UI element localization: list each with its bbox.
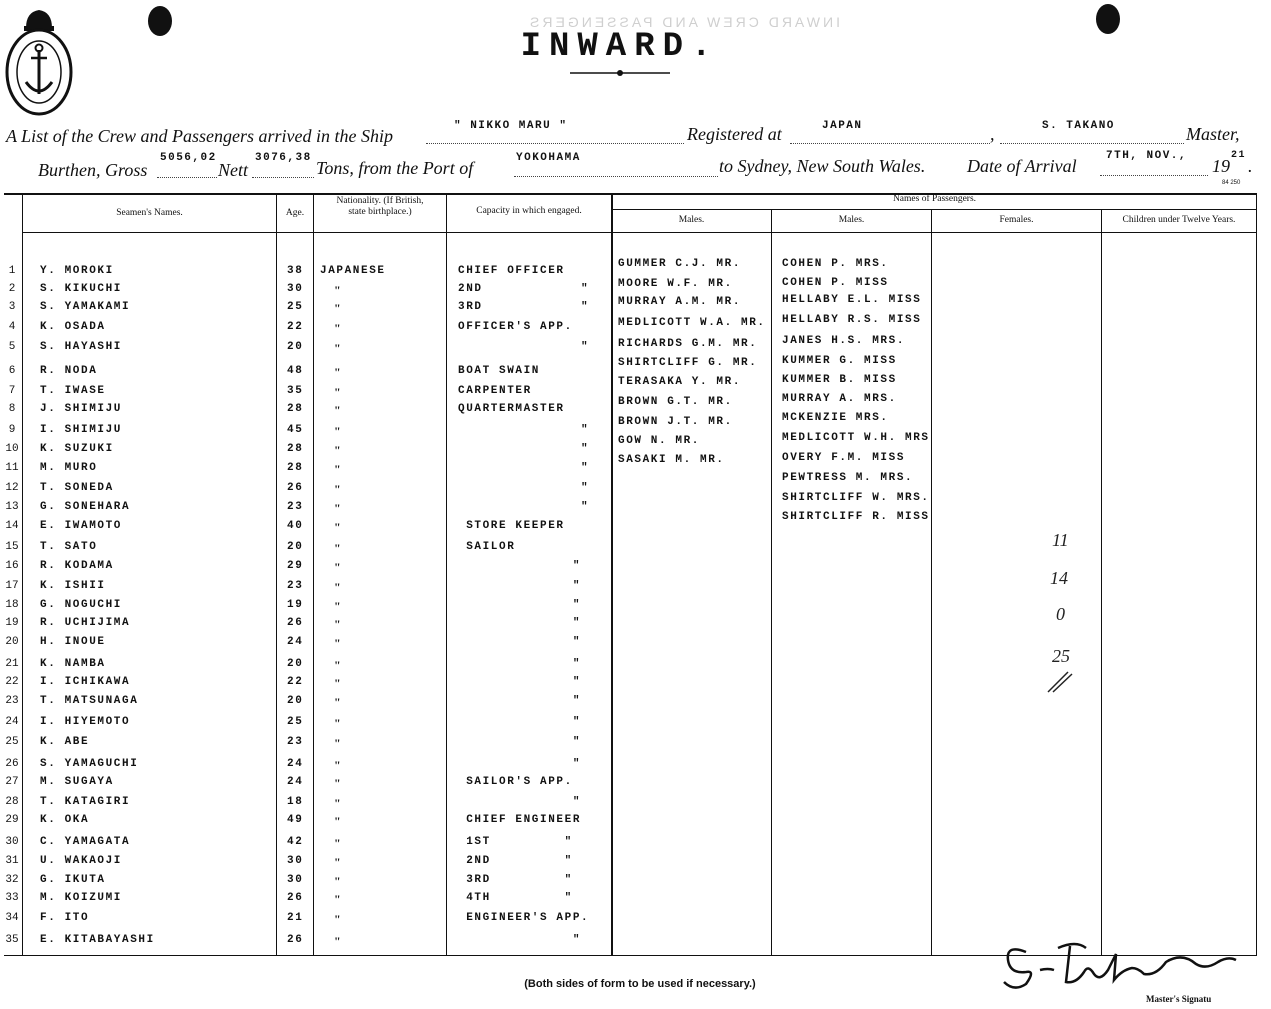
crew-age: 29	[287, 560, 304, 572]
tally-mark: 25	[1052, 646, 1070, 666]
passenger-male-2: KUMMER B. MISS	[782, 374, 897, 386]
registered-label: Registered at	[687, 124, 782, 144]
crew-row-number: 1	[8, 265, 16, 277]
crew-nationality: "	[334, 403, 341, 417]
crew-capacity: "	[458, 599, 582, 611]
crew-nationality: JAPANESE	[320, 265, 386, 277]
master-label: Master,	[1186, 124, 1240, 144]
crew-row-number: 20	[5, 636, 19, 648]
crew-nationality: "	[334, 462, 341, 476]
col-header-nationality: Nationality. (If British, state birthplace.)	[336, 196, 424, 217]
crew-nationality: "	[334, 796, 341, 810]
crew-nationality: "	[334, 283, 341, 297]
crew-age: 40	[287, 520, 304, 532]
col-header-males-1: Males.	[678, 215, 705, 225]
crew-age: 38	[287, 265, 304, 277]
col-divider-nationality	[446, 193, 447, 955]
crew-capacity: QUARTERMASTER	[458, 403, 565, 415]
footer-note: (Both sides of form to be used if necessary.)	[524, 978, 756, 990]
crew-name: K. ISHII	[40, 580, 106, 592]
crew-nationality: "	[334, 617, 341, 631]
crew-nationality: "	[334, 695, 341, 709]
crew-nationality: "	[334, 912, 341, 926]
crew-capacity: "	[458, 658, 582, 670]
crew-nationality: "	[334, 560, 341, 574]
crew-capacity: ENGINEER'S APP.	[458, 912, 590, 924]
crew-age: 22	[287, 321, 304, 333]
passenger-male: RICHARDS G.M. MR.	[618, 338, 758, 350]
crew-name: K. ABE	[40, 736, 90, 748]
crew-capacity: "	[458, 676, 582, 688]
col-divider-num	[22, 193, 23, 955]
gross-tonnage: 5056,02	[160, 152, 217, 164]
passenger-male-2: HELLABY R.S. MISS	[782, 314, 922, 326]
shipping-master-seal	[4, 2, 74, 118]
nett-dotted-line	[252, 177, 314, 178]
crew-age: 24	[287, 776, 304, 788]
title-flourish	[570, 68, 670, 78]
crew-name: R. NODA	[40, 365, 98, 377]
crew-row-number: 27	[5, 776, 19, 788]
crew-capacity: CHIEF ENGINEER	[458, 814, 582, 826]
crew-row-number: 29	[5, 814, 19, 826]
crew-capacity: 3RD "	[458, 874, 573, 886]
crew-name: R. UCHIJIMA	[40, 617, 131, 629]
crew-nationality: "	[334, 758, 341, 772]
crew-nationality: "	[334, 341, 341, 355]
crew-row-number: 12	[5, 482, 19, 494]
passenger-male: BROWN G.T. MR.	[618, 396, 733, 408]
crew-capacity: "	[458, 736, 582, 748]
col-header-children: Children under Twelve Years.	[1122, 215, 1236, 225]
tally-mark: 11	[1052, 530, 1069, 550]
passenger-subheader-rule	[611, 209, 1257, 210]
passenger-male-2: PEWTRESS M. MRS.	[782, 472, 914, 484]
crew-capacity: "	[458, 580, 582, 592]
crew-row-number: 31	[5, 855, 19, 867]
crew-capacity: "	[458, 758, 582, 770]
crew-nationality: "	[334, 443, 341, 457]
passenger-male: SHIRTCLIFF G. MR.	[618, 357, 758, 369]
crew-nationality: "	[334, 836, 341, 850]
crew-row-number: 9	[8, 424, 16, 436]
crew-row-number: 24	[5, 716, 19, 728]
crew-row-number: 34	[5, 912, 19, 924]
tally-mark: 0	[1056, 604, 1065, 624]
from-port: YOKOHAMA	[516, 152, 581, 164]
passenger-male-2: MURRAY A. MRS.	[782, 393, 897, 405]
from-port-dotted-line	[514, 176, 718, 177]
crew-nationality: "	[334, 501, 341, 515]
crew-age: 48	[287, 365, 304, 377]
crew-nationality: "	[334, 776, 341, 790]
crew-age: 22	[287, 676, 304, 688]
crew-capacity: 2ND "	[458, 283, 590, 295]
crew-capacity: CHIEF OFFICER	[458, 265, 565, 277]
crew-name: J. SHIMIJU	[40, 403, 123, 415]
crew-age: 30	[287, 855, 304, 867]
crew-row-number: 16	[5, 560, 19, 572]
crew-age: 21	[287, 912, 304, 924]
crew-age: 23	[287, 501, 304, 513]
crew-name: R. KODAMA	[40, 560, 114, 572]
crew-nationality: "	[334, 855, 341, 869]
year-suffix: 21	[1231, 150, 1247, 161]
crew-row-number: 2	[8, 283, 16, 295]
crew-name: G. SONEHARA	[40, 501, 131, 513]
crew-age: 42	[287, 836, 304, 848]
form-title: INWARD.	[520, 28, 720, 66]
crew-age: 18	[287, 796, 304, 808]
bleed-through-text: INWARD CREW AND PASSENGERS	[527, 14, 840, 30]
crew-age: 26	[287, 934, 304, 946]
crew-nationality: "	[334, 892, 341, 906]
to-sydney-label: to Sydney, New South Wales.	[719, 156, 926, 176]
crew-name: T. SATO	[40, 541, 98, 553]
col-divider-age	[313, 193, 314, 955]
crew-nationality: "	[334, 365, 341, 379]
crew-age: 49	[287, 814, 304, 826]
passenger-male-2: OVERY F.M. MISS	[782, 452, 906, 464]
crew-row-number: 5	[8, 341, 16, 353]
crew-row-number: 22	[5, 676, 19, 688]
crew-age: 25	[287, 301, 304, 313]
crew-row-number: 3	[8, 301, 16, 313]
crew-name: C. YAMAGATA	[40, 836, 131, 848]
crew-capacity: "	[458, 695, 582, 707]
crew-age: 30	[287, 874, 304, 886]
tons-from-label: Tons, from the Port of	[316, 158, 474, 178]
crew-capacity: "	[458, 443, 590, 455]
crew-capacity: SAILOR	[458, 541, 516, 553]
crew-capacity: 3RD "	[458, 301, 590, 313]
crew-age: 30	[287, 283, 304, 295]
arrival-label: Date of Arrival	[967, 156, 1077, 176]
col-divider-capacity	[611, 193, 613, 955]
col-header-capacity: Capacity in which engaged.	[476, 206, 582, 216]
crew-nationality: "	[334, 874, 341, 888]
col-divider-males2	[931, 209, 932, 955]
year-end: .	[1248, 156, 1253, 176]
crew-capacity: OFFICER'S APP.	[458, 321, 573, 333]
crew-nationality: "	[334, 520, 341, 534]
header-list-label: A List of the Crew and Passengers arrived in the Ship	[6, 126, 393, 146]
crew-nationality: "	[334, 934, 341, 948]
crew-name: G. NOGUCHI	[40, 599, 123, 611]
crew-row-number: 33	[5, 892, 19, 904]
crew-age: 19	[287, 599, 304, 611]
crew-capacity: "	[458, 617, 582, 629]
crew-capacity: 2ND "	[458, 855, 573, 867]
crew-name: S. HAYASHI	[40, 341, 123, 353]
nett-label: Nett	[218, 160, 248, 180]
crew-row-number: 25	[5, 736, 19, 748]
form-number: 84 250	[1222, 180, 1241, 186]
crew-age: 23	[287, 736, 304, 748]
tally-strikes	[1044, 668, 1074, 694]
master-signature	[996, 934, 1246, 994]
crew-row-number: 28	[5, 796, 19, 808]
year-prefix: 19	[1212, 156, 1230, 176]
crew-name: K. SUZUKI	[40, 443, 114, 455]
crew-nationality: "	[334, 580, 341, 594]
crew-capacity: "	[458, 462, 590, 474]
crew-capacity: "	[458, 716, 582, 728]
crew-name: K. OKA	[40, 814, 90, 826]
crew-capacity: "	[458, 341, 590, 353]
registered-port: JAPAN	[822, 120, 863, 132]
passenger-male: BROWN J.T. MR.	[618, 416, 733, 428]
crew-name: M. MURO	[40, 462, 98, 474]
crew-capacity: STORE KEEPER	[458, 520, 565, 532]
passenger-male-2: SHIRTCLIFF W. MRS.	[782, 492, 930, 504]
crew-row-number: 14	[5, 520, 19, 532]
crew-name: I. ICHIKAWA	[40, 676, 131, 688]
ship-dotted-line	[426, 143, 684, 144]
col-header-passengers: Names of Passengers.	[892, 194, 977, 204]
crew-row-number: 19	[5, 617, 19, 629]
crew-name: M. SUGAYA	[40, 776, 114, 788]
crew-name: F. ITO	[40, 912, 90, 924]
crew-nationality: "	[334, 599, 341, 613]
crew-name: T. MATSUNAGA	[40, 695, 139, 707]
crew-name: U. WAKAOJI	[40, 855, 123, 867]
crew-nationality: "	[334, 814, 341, 828]
crew-row-number: 35	[5, 934, 19, 946]
passenger-male: MEDLICOTT W.A. MR.	[618, 317, 766, 329]
crew-name: T. SONEDA	[40, 482, 114, 494]
punch-hole-right	[1096, 4, 1120, 34]
crew-capacity: "	[458, 636, 582, 648]
crew-name: E. KITABAYASHI	[40, 934, 155, 946]
passenger-male: GOW N. MR.	[618, 435, 701, 447]
crew-row-number: 10	[5, 443, 19, 455]
col-header-males-2: Males.	[838, 215, 865, 225]
crew-row-number: 7	[8, 385, 16, 397]
table-right-rule	[1256, 193, 1257, 955]
passenger-male-2: MEDLICOTT W.H. MRS	[782, 432, 930, 444]
crew-row-number: 17	[5, 580, 19, 592]
passenger-male-2: COHEN P. MRS.	[782, 258, 889, 270]
passenger-male: MOORE W.F. MR.	[618, 278, 733, 290]
crew-name: T. KATAGIRI	[40, 796, 131, 808]
crew-row-number: 21	[5, 658, 19, 670]
crew-row-number: 13	[5, 501, 19, 513]
tally-mark: 14	[1050, 568, 1068, 588]
crew-name: T. IWASE	[40, 385, 106, 397]
col-header-age: Age.	[285, 208, 305, 218]
crew-nationality: "	[334, 321, 341, 335]
passenger-male: MURRAY A.M. MR.	[618, 296, 742, 308]
crew-age: 25	[287, 716, 304, 728]
crew-nationality: "	[334, 658, 341, 672]
gross-dotted-line	[157, 177, 217, 178]
crew-nationality: "	[334, 424, 341, 438]
crew-name: G. IKUTA	[40, 874, 106, 886]
crew-row-number: 32	[5, 874, 19, 886]
crew-nationality: "	[334, 636, 341, 650]
crew-row-number: 11	[5, 462, 19, 474]
crew-row-number: 18	[5, 599, 19, 611]
punch-hole-left	[148, 6, 172, 36]
crew-name: Y. MOROKI	[40, 265, 114, 277]
crew-name: I. HIYEMOTO	[40, 716, 131, 728]
col-divider-females	[1101, 209, 1102, 955]
crew-capacity: BOAT SWAIN	[458, 365, 541, 377]
table-header-rule	[22, 232, 1257, 233]
crew-age: 26	[287, 892, 304, 904]
passenger-male-2: COHEN P. MISS	[782, 277, 889, 289]
crew-capacity: "	[458, 934, 582, 946]
crew-nationality: "	[334, 716, 341, 730]
crew-capacity: SAILOR'S APP.	[458, 776, 573, 788]
crew-age: 35	[287, 385, 304, 397]
passenger-male: SASAKI M. MR.	[618, 454, 725, 466]
crew-name: H. INOUE	[40, 636, 106, 648]
crew-capacity: "	[458, 560, 582, 572]
crew-nationality: "	[334, 676, 341, 690]
crew-nationality: "	[334, 736, 341, 750]
crew-row-number: 30	[5, 836, 19, 848]
crew-age: 20	[287, 658, 304, 670]
passenger-male-2: KUMMER G. MISS	[782, 355, 897, 367]
crew-name: S. KIKUCHI	[40, 283, 123, 295]
passenger-male: GUMMER C.J. MR.	[618, 258, 742, 270]
crew-capacity: 1ST "	[458, 836, 573, 848]
passenger-male-2: HELLABY E.L. MISS	[782, 294, 922, 306]
col-header-names: Seamen's Names.	[116, 208, 183, 218]
crew-capacity: "	[458, 424, 590, 436]
crew-capacity: "	[458, 482, 590, 494]
crew-name: E. IWAMOTO	[40, 520, 123, 532]
registered-dotted-line	[790, 143, 990, 144]
crew-row-number: 26	[5, 758, 19, 770]
crew-age: 45	[287, 424, 304, 436]
crew-age: 20	[287, 341, 304, 353]
crew-age: 26	[287, 617, 304, 629]
crew-name: K. OSADA	[40, 321, 106, 333]
col-divider-males	[771, 209, 772, 955]
crew-name: S. YAMAGUCHI	[40, 758, 139, 770]
arrival-date: 7TH, NOV.,	[1106, 150, 1188, 162]
crew-row-number: 8	[8, 403, 16, 415]
crew-name: S. YAMAKAMI	[40, 301, 131, 313]
crew-capacity: "	[458, 501, 590, 513]
nett-tonnage: 3076,38	[255, 152, 312, 164]
crew-row-number: 23	[5, 695, 19, 707]
ship-name: " NIKKO MARU "	[454, 120, 568, 132]
crew-age: 28	[287, 462, 304, 474]
crew-row-number: 15	[5, 541, 19, 553]
crew-nationality: "	[334, 301, 341, 315]
crew-age: 20	[287, 541, 304, 553]
master-dotted-line	[1000, 143, 1184, 144]
crew-name: M. KOIZUMI	[40, 892, 123, 904]
crew-nationality: "	[334, 482, 341, 496]
crew-name: I. SHIMIJU	[40, 424, 123, 436]
crew-age: 28	[287, 443, 304, 455]
crew-age: 24	[287, 636, 304, 648]
crew-name: K. NAMBA	[40, 658, 106, 670]
passenger-male-2: JANES H.S. MRS.	[782, 335, 906, 347]
master-name: S. TAKANO	[1042, 120, 1115, 132]
arrival-dotted-line	[1100, 175, 1208, 176]
crew-nationality: "	[334, 541, 341, 555]
crew-age: 26	[287, 482, 304, 494]
passenger-male-2: MCKENZIE MRS.	[782, 412, 889, 424]
crew-age: 20	[287, 695, 304, 707]
crew-capacity: 4TH "	[458, 892, 573, 904]
crew-row-number: 6	[8, 365, 16, 377]
passenger-male: TERASAKA Y. MR.	[618, 376, 742, 388]
crew-nationality: "	[334, 385, 341, 399]
master-signature-label: Master's Signatu	[1146, 994, 1212, 1004]
col-header-females: Females.	[999, 215, 1034, 225]
comma: ,	[990, 124, 995, 144]
crew-age: 28	[287, 403, 304, 415]
crew-age: 23	[287, 580, 304, 592]
crew-row-number: 4	[8, 321, 16, 333]
col-divider-name	[276, 193, 277, 955]
crew-capacity: "	[458, 796, 582, 808]
crew-age: 24	[287, 758, 304, 770]
burthen-label: Burthen, Gross	[38, 160, 148, 180]
passenger-male-2: SHIRTCLIFF R. MISS	[782, 511, 930, 523]
crew-capacity: CARPENTER	[458, 385, 532, 397]
